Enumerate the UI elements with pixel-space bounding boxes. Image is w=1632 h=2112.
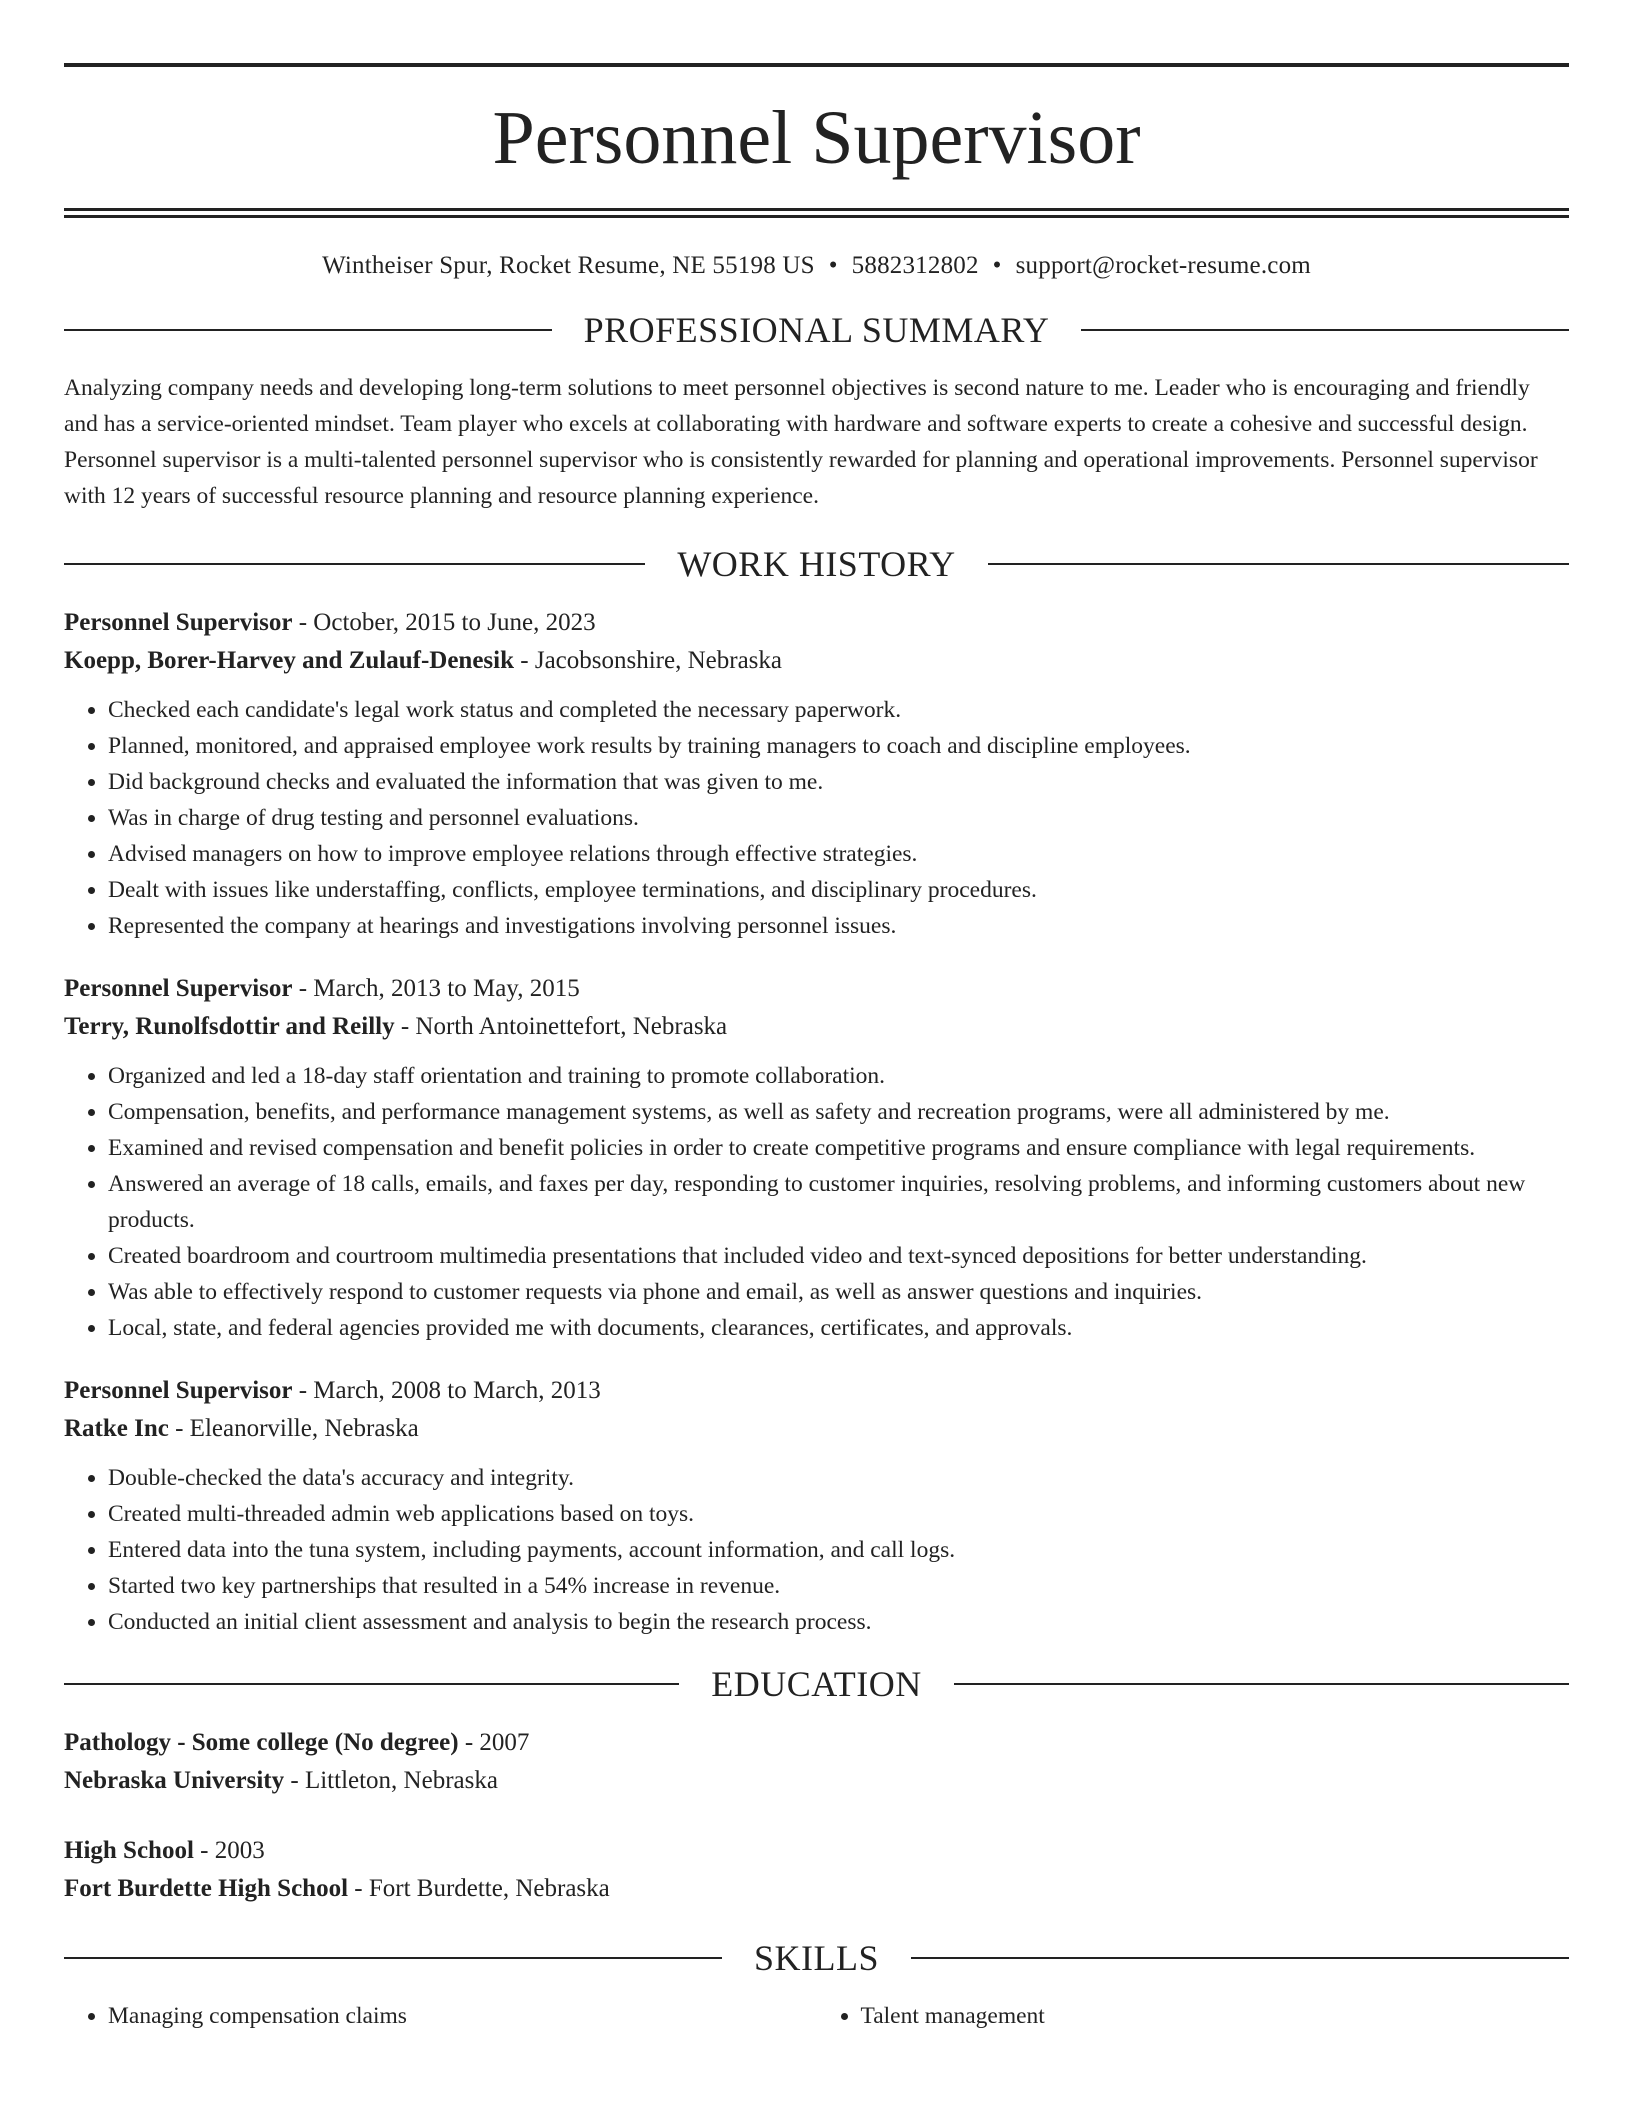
list-item: • Was able to effectively respond to customer requests via phone and email, as well as answer questions and inquiries. bbox=[108, 1274, 1569, 1310]
company-location: - Eleanorville, Nebraska bbox=[168, 1415, 419, 1442]
list-item: • Local, state, and federal agencies provided me with documents, clearances, certificates, and approvals. bbox=[108, 1310, 1569, 1346]
double-rule bbox=[64, 208, 1569, 218]
section-heading-work bbox=[64, 546, 1569, 582]
heading-rule bbox=[64, 1683, 679, 1685]
section-title: WORK HISTORY bbox=[677, 544, 956, 584]
list-item: • Conducted an initial client assessment and analysis to begin the research process. bbox=[108, 1604, 1569, 1640]
school-line bbox=[64, 1870, 1569, 1908]
company-location: - North Antoinettefort, Nebraska bbox=[394, 1013, 728, 1040]
section-heading-skills bbox=[64, 1940, 1569, 1976]
list-item: • Compensation, benefits, and performance management systems, as well as safety and recreation programs, were all administered by me. bbox=[108, 1094, 1569, 1130]
job-list bbox=[64, 604, 1569, 1640]
degree-name: High School bbox=[64, 1837, 194, 1864]
degree-line bbox=[64, 1724, 1569, 1762]
list-item: • Advised managers on how to improve employee relations through effective strategies. bbox=[108, 836, 1569, 872]
email[interactable]: support@rocket-resume.com bbox=[1015, 252, 1311, 279]
school-name: Nebraska University bbox=[64, 1767, 285, 1794]
job-dates: - March, 2008 to March, 2013 bbox=[292, 1377, 601, 1404]
company-name: Ratke Inc bbox=[64, 1415, 169, 1442]
skills-column-right bbox=[817, 1998, 1570, 2034]
skills-list bbox=[64, 1998, 1569, 2034]
degree-line bbox=[64, 1832, 1569, 1870]
skill-item: • Managing compensation claims bbox=[108, 1998, 817, 2034]
section-title: PROFESSIONAL SUMMARY bbox=[583, 310, 1050, 350]
job-title: Personnel Supervisor bbox=[64, 975, 293, 1002]
list-item: • Created boardroom and courtroom multimedia presentations that included video and text-synced depositions for better understanding. bbox=[108, 1238, 1569, 1274]
degree-year: - 2007 bbox=[458, 1729, 530, 1756]
heading-rule bbox=[911, 1957, 1569, 1959]
degree-year: - 2003 bbox=[193, 1837, 265, 1864]
list-item: • Represented the company at hearings and investigations involving personnel issues. bbox=[108, 908, 1569, 944]
section-heading-education bbox=[64, 1666, 1569, 1702]
list-item: • Organized and led a 18-day staff orientation and training to promote collaboration. bbox=[108, 1058, 1569, 1094]
job-company-line bbox=[64, 1410, 1569, 1448]
school-line bbox=[64, 1762, 1569, 1800]
job-title: Personnel Supervisor bbox=[64, 609, 293, 636]
degree-name: Pathology - Some college (No degree) bbox=[64, 1729, 459, 1756]
job-company-line bbox=[64, 642, 1569, 680]
job-entry bbox=[64, 604, 1569, 944]
education-list bbox=[64, 1724, 1569, 1908]
resume-page bbox=[64, 0, 1569, 2034]
job-entry bbox=[64, 1372, 1569, 1640]
skills-column-left bbox=[64, 1998, 817, 2034]
phone: 5882312802 bbox=[851, 252, 979, 279]
job-bullets bbox=[64, 1058, 1569, 1346]
school-name: Fort Burdette High School bbox=[64, 1875, 349, 1902]
top-rule bbox=[64, 63, 1569, 67]
list-item: • Planned, monitored, and appraised employee work results by training managers to coach and discipline employees. bbox=[108, 728, 1569, 764]
list-item: • Was in charge of drug testing and personnel evaluations. bbox=[108, 800, 1569, 836]
list-item: • Double-checked the data's accuracy and integrity. bbox=[108, 1460, 1569, 1496]
heading-rule bbox=[64, 329, 552, 331]
heading-rule bbox=[64, 563, 645, 565]
heading-rule bbox=[954, 1683, 1569, 1685]
address: Wintheiser Spur, Rocket Resume, NE 55198 US bbox=[322, 252, 815, 279]
list-item: • Entered data into the tuna system, including payments, account information, and call logs. bbox=[108, 1532, 1569, 1568]
section-title: SKILLS bbox=[754, 1938, 880, 1978]
section-heading-summary bbox=[64, 312, 1569, 348]
job-dates: - March, 2013 to May, 2015 bbox=[292, 975, 580, 1002]
job-company-line bbox=[64, 1008, 1569, 1046]
job-bullets bbox=[64, 692, 1569, 944]
education-entry bbox=[64, 1724, 1569, 1800]
job-dates: - October, 2015 to June, 2023 bbox=[292, 609, 596, 636]
summary-text: Analyzing company needs and developing long-term solutions to meet personnel objectives is second nature to me. Leader who is encouraging and friendly and has a service-oriented mindset. Team player who excels at collaborating with hardware and software experts to create a cohesive and successful design. Personnel supervisor is a multi-talented personnel supervisor who is consistently rewarded for planning and operational improvements. Personnel supervisor with 12 years of successful resource planning and resource planning experience. bbox=[64, 375, 1538, 509]
education-entry bbox=[64, 1832, 1569, 1908]
list-item: • Created multi-threaded admin web applications based on toys. bbox=[108, 1496, 1569, 1532]
separator: • bbox=[828, 252, 838, 279]
company-name: Terry, Runolfsdottir and Reilly bbox=[64, 1013, 395, 1040]
school-location: - Littleton, Nebraska bbox=[284, 1767, 498, 1794]
job-title-line bbox=[64, 604, 1569, 642]
company-location: - Jacobsonshire, Nebraska bbox=[514, 647, 782, 674]
list-item: • Did background checks and evaluated the information that was given to me. bbox=[108, 764, 1569, 800]
heading-rule bbox=[988, 563, 1569, 565]
job-title: Personnel Supervisor bbox=[64, 1377, 293, 1404]
job-title-line bbox=[64, 1372, 1569, 1410]
school-location: - Fort Burdette, Nebraska bbox=[348, 1875, 610, 1902]
candidate-name: Personnel Supervisor bbox=[492, 96, 1141, 180]
job-bullets bbox=[64, 1460, 1569, 1640]
job-title-line bbox=[64, 970, 1569, 1008]
list-item: • Dealt with issues like understaffing, conflicts, employee terminations, and disciplinary procedures. bbox=[108, 872, 1569, 908]
list-item: • Examined and revised compensation and benefit policies in order to create competitive programs and ensure compliance with legal requirements. bbox=[108, 1130, 1569, 1166]
heading-rule bbox=[1081, 329, 1569, 331]
list-item: • Started two key partnerships that resulted in a 54% increase in revenue. bbox=[108, 1568, 1569, 1604]
list-item: • Checked each candidate's legal work status and completed the necessary paperwork. bbox=[108, 692, 1569, 728]
company-name: Koepp, Borer-Harvey and Zulauf-Denesik bbox=[64, 647, 515, 674]
list-item: • Answered an average of 18 calls, emails, and faxes per day, responding to customer inquiries, resolving problems, and informing customers about new products. bbox=[108, 1166, 1569, 1238]
heading-rule bbox=[64, 1957, 722, 1959]
section-title: EDUCATION bbox=[711, 1664, 922, 1704]
separator: • bbox=[992, 252, 1002, 279]
job-entry bbox=[64, 970, 1569, 1346]
contact-line bbox=[64, 252, 1569, 280]
skill-item: • Talent management bbox=[861, 1998, 1570, 2034]
